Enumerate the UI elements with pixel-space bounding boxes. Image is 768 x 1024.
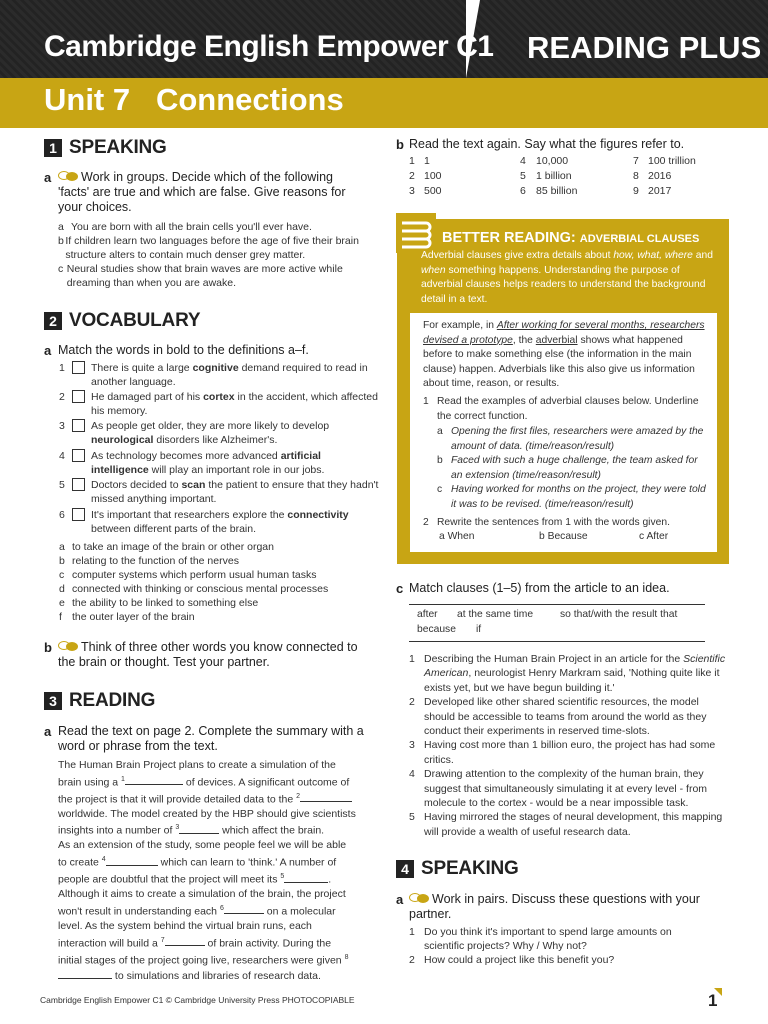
list-item: 5 Having mirrored the stages of neural development, this mapping will provide a wealth of useful research data. <box>409 811 723 838</box>
gap-5[interactable] <box>284 872 328 883</box>
answer-box[interactable] <box>72 508 85 521</box>
option-because: b Because <box>539 531 588 542</box>
better-reading-intro: Adverbial clauses give extra details about how, what, where and when something happens. Understanding the purpose of adverbial clauses helps readers to understand the background detail in a text. <box>421 250 713 305</box>
gap-8[interactable] <box>58 968 112 979</box>
list-item: 3 Having cost more than 1 billion euro, the project has had some critics. <box>409 739 716 766</box>
better-reading-title: BETTER READING: ADVERBIAL CLAUSES <box>442 230 700 246</box>
summary-text: The Human Brain Project plans to create a simulation of the brain using a $^1$ of devices. A significant outcome of the project is that it will provide detailed data to the $^2$ worldwide. The model created by the HBP should give scientists insights into a number of $^3$ which affect the brain. As an extension of the study, some people feel we will be able to create $^4$ which can learn to 'think.' A number of people are doubtful that the project will meet its $^5$ . Although it aims to create a simulation of the brain, the project won't result in understanding each $^6$ on a molecular level. As the system behind the virtual brain runs, each interaction will build a $^7$ of brain activity. During the initial stages of the project going live, researchers were given $^8$ to simulations and libraries of research data. <box>58 759 356 982</box>
word-so-that: so that/with the result that <box>560 609 678 620</box>
list-item: 1 Describing the Human Brain Project in an article for the Scientific American, neurologist Henry Markram said, 'Nothing quite like it exists yet, but we have begun building it.' <box>409 653 726 694</box>
vocab-row: 3 As people get older, they are more likely to develop neurological disorders like Alzheimer's. <box>59 420 330 446</box>
gap-3[interactable] <box>179 823 219 834</box>
list-item: 4 Drawing attention to the complexity of the human brain, they suggest that simultaneously simulating it at every level - from molecule to the cortex - would be a near impossible task. <box>409 768 708 810</box>
answer-box[interactable] <box>72 478 85 491</box>
vocab-row: 6 It's important that researchers explore the connectivity between different parts of the brain. <box>59 509 349 535</box>
speech-bubbles-icon <box>58 171 78 182</box>
gap-2[interactable] <box>300 791 352 802</box>
answer-box[interactable] <box>72 419 85 432</box>
unit-heading: Unit 7 Connections <box>44 82 344 117</box>
list-item: a You are born with all the brain cells you'll ever have. <box>58 221 312 233</box>
section-3-heading: 3 READING <box>44 690 155 712</box>
footer-copyright: Cambridge English Empower C1 © Cambridge University Press PHOTOCOPIABLE <box>40 995 355 1005</box>
list-item: b Faced with such a huge challenge, the team asked for an extension (time/reason/result) <box>437 455 698 481</box>
list-item: 1 Do you think it's important to spend large amounts on scientific projects? Why / Why not? <box>409 926 672 952</box>
list-item: e the ability to be linked to something else <box>59 597 259 609</box>
section-2-task-b: b Think of three other words you know connected to the brain or thought. Test your partner. <box>44 640 358 669</box>
figures-list: 1 1 4 10,000 7 100 trillion 2 100 5 1 billion 8 2016 3 500 6 85 billion 9 2017 <box>409 155 696 197</box>
option-after: c After <box>639 531 669 542</box>
header-bar <box>0 0 768 78</box>
gap-7[interactable] <box>165 935 205 946</box>
vocab-row: 4 As technology becomes more advanced artificial intelligence will play an important role in our jobs. <box>59 450 325 476</box>
list-item: f the outer layer of the brain <box>59 611 195 623</box>
word-same-time: at the same time <box>457 609 534 620</box>
better-reading-box <box>397 219 729 564</box>
section-4-task-a: a Work in pairs. Discuss these questions with your partner. <box>396 892 700 921</box>
page-number: 1 <box>708 991 718 1010</box>
series-title: READING PLUS <box>527 30 762 65</box>
answer-box[interactable] <box>72 390 85 403</box>
vocab-row: 5 Doctors decided to scan the patient to ensure that they hadn't missed anything important. <box>59 479 379 505</box>
definitions-list <box>59 540 369 624</box>
word-if: if <box>476 624 482 635</box>
example-text: For example, in After working for several months, researchers devised a prototype, the adverbial shows what happened before to make something else (the information in the main clause) happen. Adverbials like this also give us information about time, reason, or results. <box>423 320 705 389</box>
gap-1[interactable] <box>125 774 183 785</box>
word-after: after <box>417 609 438 620</box>
unit-bar <box>0 78 768 128</box>
list-item: 2 How could a project like this benefit you? <box>409 954 615 966</box>
word-box-bottom-rule <box>409 641 705 642</box>
list-item: a Opening the first files, researchers were amazed by the amount of data. (time/reason/result) <box>437 426 704 452</box>
list-item: c Having worked for months on the project, they were told it was to be revised. (time/reason/result) <box>437 484 706 510</box>
gap-4[interactable] <box>106 855 158 866</box>
book-title: Cambridge English Empower C1 <box>44 30 494 63</box>
vocab-row: 1 There is quite a large cognitive demand required to read in another language. <box>59 362 368 388</box>
list-item: d connected with thinking or conscious mental processes <box>59 583 329 595</box>
section-2-task-a: a Match the words in bold to the definitions a–f. <box>44 343 309 358</box>
section-4-heading: 4 SPEAKING <box>396 858 519 880</box>
gap-6[interactable] <box>224 903 264 914</box>
clauses-list <box>409 652 729 839</box>
facts-list <box>58 220 368 290</box>
section-1-task-a: a Work in groups. Decide which of the following 'facts' are true and which are false. Give reasons for your choices. <box>44 170 346 214</box>
task-1: 1 Read the examples of adverbial clauses below. Underline the correct function. <box>423 396 699 422</box>
speech-bubbles-icon <box>58 641 78 652</box>
section-2-heading: 2 VOCABULARY <box>44 310 200 332</box>
better-reading-panel <box>410 313 717 552</box>
section-3-task-c: c Match clauses (1–5) from the article to an idea. <box>396 581 670 596</box>
option-when: a When <box>439 531 475 542</box>
answer-box[interactable] <box>72 449 85 462</box>
list-item: c Neural studies show that brain waves are more active while dreaming than when you are awake. <box>58 263 343 289</box>
list-item: c computer systems which perform usual human tasks <box>59 569 317 581</box>
vocab-row: 2 He damaged part of his cortex in the accident, which affected his memory. <box>59 391 378 417</box>
list-item: b relating to the function of the nerves <box>59 555 239 567</box>
section-1-heading: 1 SPEAKING <box>44 137 167 159</box>
word-because: because <box>417 624 456 635</box>
word-box-top-rule <box>409 604 705 605</box>
task-2: 2 Rewrite the sentences from 1 with the words given. <box>423 517 670 528</box>
section-3-task-a: a Read the text on page 2. Complete the summary with a word or phrase from the text. <box>44 724 364 753</box>
answer-box[interactable] <box>72 361 85 374</box>
list-item: 2 Developed like other shared scientific resources, the model should be accessible to teams from around the world as they conduct their experiments in reserved time-slots. <box>409 696 707 738</box>
list-item: b If children learn two languages before the age of five their brain structure alters to contain much denser grey matter. <box>58 235 359 261</box>
discussion-list <box>409 925 709 967</box>
list-item: a to take an image of the brain or other organ <box>59 541 274 553</box>
speech-bubbles-icon <box>409 893 429 904</box>
section-3-task-b: b Read the text again. Say what the figures refer to. <box>396 137 685 152</box>
